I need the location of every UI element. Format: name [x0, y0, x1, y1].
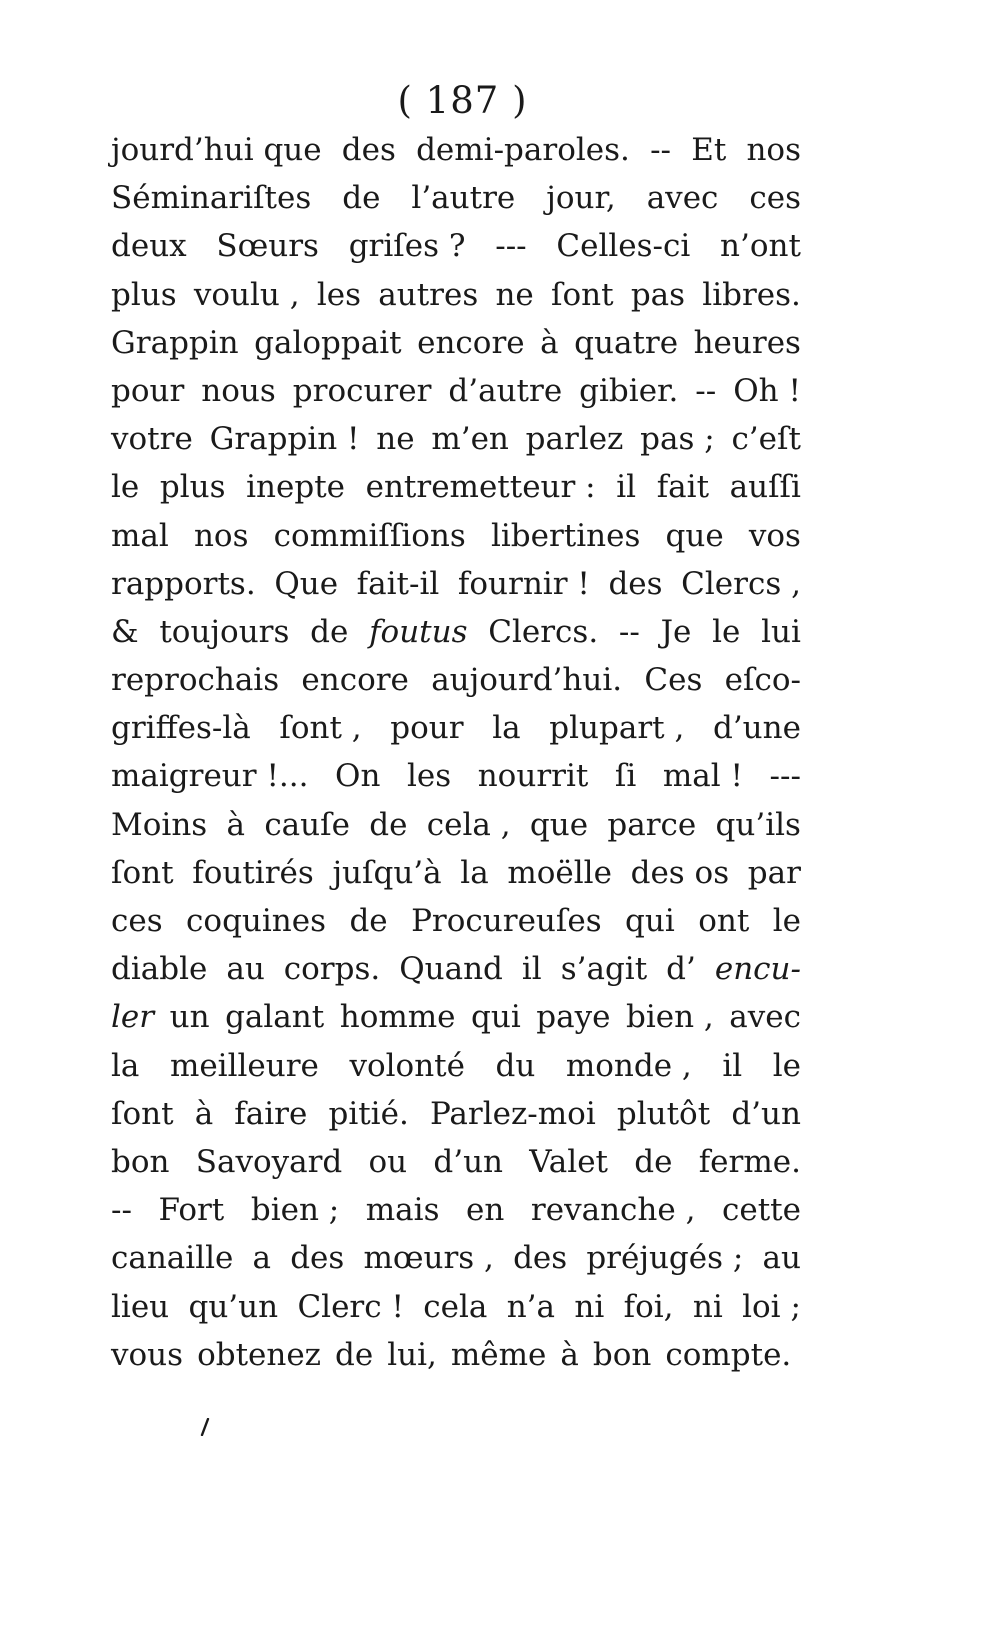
word: qui	[625, 903, 675, 939]
text-line	[111, 1331, 801, 1379]
word: il	[521, 951, 542, 988]
word: ne	[376, 421, 415, 458]
word: cela ,	[426, 806, 511, 843]
word: coquines	[186, 903, 327, 939]
word: juſqu’à	[332, 854, 442, 891]
word: des	[341, 132, 396, 168]
text-line	[111, 656, 801, 704]
word: Savoyard	[195, 1143, 343, 1180]
word: ont	[698, 903, 750, 939]
word: au	[226, 951, 265, 988]
word: homme	[339, 999, 456, 1036]
word: le	[712, 613, 741, 650]
word: qui	[471, 999, 521, 1036]
word: faire	[234, 1095, 308, 1132]
word: c’eſt	[731, 421, 801, 458]
word: d’un	[731, 1095, 801, 1132]
word: diable	[111, 951, 208, 988]
word: pour	[111, 372, 185, 409]
word: les	[406, 758, 452, 795]
word: des os	[630, 854, 730, 891]
word: ---	[495, 228, 527, 265]
word: foutirés	[192, 854, 314, 891]
word: à	[540, 324, 559, 361]
text-line	[111, 897, 801, 945]
word: n’ont	[720, 228, 801, 265]
word: ni	[692, 1288, 723, 1325]
word: ſont	[111, 1095, 174, 1132]
word: commiſſions	[273, 517, 466, 554]
word: Et	[691, 132, 727, 168]
word: de	[335, 1336, 374, 1373]
word: mais	[365, 1192, 440, 1229]
word: reprochais	[111, 662, 280, 699]
word: obtenez	[197, 1336, 322, 1373]
page-number: ( 187 )	[397, 79, 528, 122]
word: de	[634, 1143, 673, 1180]
word: des	[290, 1240, 345, 1277]
word: d’autre	[448, 372, 563, 409]
word: avec	[729, 999, 801, 1036]
word: demi-paroles.	[416, 132, 630, 168]
word: autres	[378, 276, 479, 313]
word: encore	[301, 662, 409, 699]
word: d’	[666, 951, 696, 988]
word: ces	[749, 180, 801, 217]
word: qu’ils	[715, 806, 801, 843]
word: meilleure	[169, 1047, 319, 1084]
word: nos	[746, 132, 801, 168]
word: Séminariſtes	[111, 180, 312, 217]
text-line	[111, 704, 801, 752]
word: ne	[495, 276, 534, 313]
word: corps.	[283, 951, 381, 988]
word: Ces	[644, 662, 703, 699]
word: cette	[722, 1192, 801, 1229]
word: le	[111, 469, 140, 506]
word: quatre	[574, 324, 679, 361]
word: On	[335, 758, 381, 795]
word: par	[747, 854, 801, 891]
word: Moins	[111, 806, 208, 843]
word: monde ,	[565, 1047, 692, 1084]
text-line	[111, 512, 801, 560]
word: mœurs ,	[363, 1240, 494, 1277]
word: au	[762, 1240, 801, 1277]
word: ſont	[111, 854, 174, 891]
word: un	[169, 999, 210, 1036]
word: a	[252, 1240, 272, 1277]
word: ſont	[551, 276, 614, 313]
word: vous	[111, 1336, 184, 1373]
text-line	[111, 415, 801, 463]
word: parce	[607, 806, 697, 843]
word: fait-il	[356, 565, 440, 602]
word: le	[772, 903, 801, 939]
word: lui	[761, 613, 801, 650]
word: de	[342, 180, 381, 217]
word: les	[316, 276, 362, 313]
word: galoppait	[254, 324, 402, 361]
word: de	[310, 613, 349, 650]
word: foi,	[623, 1288, 674, 1325]
text-line	[111, 174, 801, 222]
word: plutôt	[616, 1095, 711, 1132]
text-line	[111, 849, 801, 897]
word: jourd’hui que	[111, 132, 322, 168]
text-line	[111, 222, 801, 270]
word: à	[194, 1095, 214, 1132]
word: avec	[646, 180, 719, 217]
word: plus	[159, 469, 226, 506]
word: --	[695, 372, 717, 409]
word: volonté	[349, 1047, 465, 1084]
word: ces	[111, 903, 163, 939]
word: Clercs ,	[681, 565, 801, 602]
text-line	[111, 463, 801, 511]
word: que	[529, 806, 589, 843]
word: loi ;	[742, 1288, 801, 1325]
word: entremetteur :	[365, 469, 596, 506]
word: fournir !	[457, 565, 590, 602]
text-line	[111, 945, 801, 993]
word: Procureuſes	[411, 903, 602, 939]
italic-word: encu-	[714, 951, 801, 988]
word: ferme.	[698, 1143, 801, 1180]
word: rapports.	[111, 565, 256, 602]
word: préjugés ;	[586, 1240, 744, 1277]
word: la	[111, 1047, 140, 1084]
text-line	[111, 367, 801, 415]
word: d’une	[712, 710, 801, 747]
text-line	[111, 1090, 801, 1138]
word: lui,	[387, 1336, 437, 1373]
word: griſes ?	[348, 228, 466, 265]
word: encore	[417, 324, 525, 361]
text-line	[111, 752, 801, 800]
text-line	[111, 319, 801, 367]
word: des	[608, 565, 663, 602]
word: plupart ,	[549, 710, 685, 747]
word: libertines	[490, 517, 641, 554]
word: pour	[390, 710, 464, 747]
word: eſco-	[724, 662, 801, 699]
word: votre	[111, 421, 193, 458]
word: --	[650, 132, 672, 168]
word: il	[616, 469, 637, 506]
word: il	[722, 1047, 743, 1084]
word: du	[495, 1047, 536, 1084]
word: nourrit	[477, 758, 589, 795]
word: l’autre	[411, 180, 516, 217]
word: fait	[656, 469, 710, 506]
word: --	[618, 613, 640, 650]
word: pitié.	[328, 1095, 409, 1132]
word: à	[560, 1336, 579, 1373]
word: nous	[201, 372, 276, 409]
italic-word: foutus	[369, 613, 468, 650]
word: ſi	[614, 758, 637, 795]
word: ſont ,	[279, 710, 362, 747]
word: pas	[630, 276, 686, 313]
word: Sœurs	[216, 228, 319, 265]
word: mal	[111, 517, 169, 554]
word: libres.	[702, 276, 801, 313]
word: bien ,	[625, 999, 714, 1036]
word: de	[349, 903, 388, 939]
word: bon	[111, 1143, 170, 1180]
word: cela	[423, 1288, 488, 1325]
word: Que	[274, 565, 339, 602]
word: auſſi	[729, 469, 801, 506]
word: Je	[660, 613, 692, 650]
word: toujours	[159, 613, 290, 650]
word: bon	[592, 1336, 652, 1373]
word: gibier.	[579, 372, 679, 409]
word: Fort	[158, 1192, 225, 1229]
word: ni	[574, 1288, 605, 1325]
word: que	[665, 517, 724, 554]
word: Grappin	[111, 324, 239, 361]
word: maigreur !...	[111, 758, 309, 795]
text-line	[111, 1186, 801, 1234]
word: à	[226, 806, 245, 843]
word: pas ;	[640, 421, 715, 458]
word: même	[450, 1336, 547, 1373]
word: paye	[536, 999, 611, 1036]
italic-word: ler	[111, 999, 155, 1036]
word: m’en	[431, 421, 509, 458]
word: lieu	[111, 1288, 170, 1325]
word: voulu ,	[193, 276, 300, 313]
text-line	[111, 993, 801, 1041]
word: galant	[225, 999, 325, 1036]
word: griffes-là	[111, 710, 251, 747]
word: des	[513, 1240, 568, 1277]
word: la	[460, 854, 489, 891]
text-line	[111, 1234, 801, 1282]
word: aujourd’hui.	[431, 662, 623, 699]
word: procurer	[292, 372, 432, 409]
text-line	[111, 1283, 801, 1331]
word: n’a	[506, 1288, 556, 1325]
word: Clerc !	[297, 1288, 404, 1325]
word: Oh !	[733, 372, 801, 409]
word: la	[492, 710, 521, 747]
ink-mark	[198, 1418, 212, 1436]
text-line	[111, 801, 801, 849]
text-line	[111, 560, 801, 608]
word: cauſe	[264, 806, 350, 843]
word: nos	[193, 517, 249, 554]
word: moëlle	[507, 854, 612, 891]
word: Celles-ci	[556, 228, 691, 265]
word: de	[369, 806, 408, 843]
word: --	[111, 1192, 132, 1229]
word: bien ;	[250, 1192, 340, 1229]
word: Parlez-moi	[429, 1095, 596, 1132]
word: ou	[368, 1143, 408, 1180]
word: deux	[111, 228, 187, 265]
word: mal !	[662, 758, 743, 795]
word: jour,	[546, 180, 616, 217]
word: Quand	[399, 951, 503, 988]
text-line	[111, 126, 801, 174]
word: inepte	[246, 469, 345, 506]
word: Valet	[529, 1143, 609, 1180]
text-line	[111, 271, 801, 319]
word: vos	[748, 517, 801, 554]
body-text	[111, 126, 801, 1379]
word: heures	[693, 324, 801, 361]
word: parlez	[525, 421, 624, 458]
word: canaille	[111, 1240, 234, 1277]
word: Clercs.	[488, 613, 599, 650]
word: Grappin !	[209, 421, 360, 458]
word: ---	[769, 758, 801, 795]
word: qu’un	[188, 1288, 279, 1325]
word: plus	[111, 276, 177, 313]
word: le	[772, 1047, 801, 1084]
text-line	[111, 1138, 801, 1186]
word: revanche ,	[530, 1192, 696, 1229]
text-line	[111, 1042, 801, 1090]
text-line	[111, 608, 801, 656]
word: compte.	[665, 1336, 792, 1373]
word: &	[111, 613, 139, 650]
word: en	[466, 1192, 505, 1229]
word: d’un	[433, 1143, 504, 1180]
word: s’agit	[560, 951, 648, 988]
